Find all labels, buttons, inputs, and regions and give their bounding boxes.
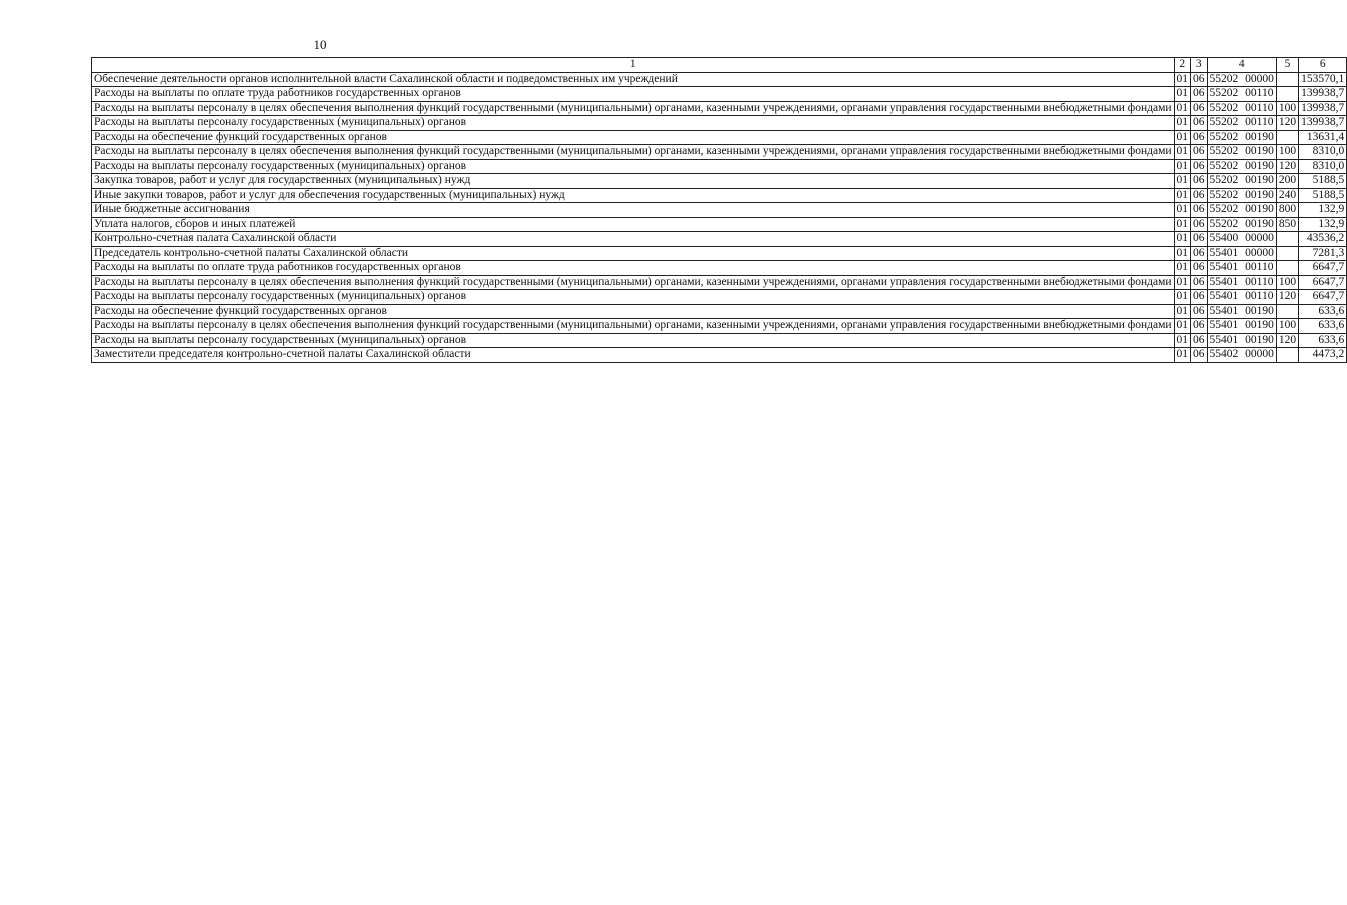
subsection-code-cell: 06 — [1191, 319, 1208, 334]
expense-type-cell: 850 — [1276, 217, 1298, 232]
section-code-cell: 01 — [1174, 348, 1191, 363]
amount-cell: 5188,5 — [1299, 174, 1347, 189]
row-name-cell: Расходы на выплаты персоналу в целях обеспечения выполнения функций государственными (муниципальными) органами, казенными учреждениями, органами управления государственными внебюджетными фондами — [92, 101, 1175, 116]
row-name-cell: Контрольно-счетная палата Сахалинской области — [92, 232, 1175, 247]
section-code-cell: 01 — [1174, 232, 1191, 247]
subsection-code-cell: 06 — [1191, 304, 1208, 319]
row-name-cell: Расходы на выплаты персоналу в целях обеспечения выполнения функций государственными (муниципальными) органами, казенными учреждениями, органами управления государственными внебюджетными фондами — [92, 319, 1175, 334]
table-row — [92, 232, 1347, 247]
subsection-code-cell: 06 — [1191, 130, 1208, 145]
target-article-cell: 55401 00110 — [1207, 261, 1276, 276]
row-name-cell: Закупка товаров, работ и услуг для государственных (муниципальных) нужд — [92, 174, 1175, 189]
table-row — [92, 333, 1347, 348]
subsection-code-cell: 06 — [1191, 188, 1208, 203]
section-code-cell: 01 — [1174, 333, 1191, 348]
subsection-code-cell: 06 — [1191, 101, 1208, 116]
table-body — [92, 72, 1347, 362]
row-name-cell: Расходы на выплаты персоналу государственных (муниципальных) органов — [92, 333, 1175, 348]
table-row — [92, 87, 1347, 102]
amount-cell: 7281,3 — [1299, 246, 1347, 261]
section-code-cell: 01 — [1174, 130, 1191, 145]
subsection-code-cell: 06 — [1191, 348, 1208, 363]
row-name-cell: Расходы на выплаты персоналу государственных (муниципальных) органов — [92, 290, 1175, 305]
section-code-cell: 01 — [1174, 217, 1191, 232]
amount-cell: 6647,7 — [1299, 261, 1347, 276]
expense-type-cell: 200 — [1276, 174, 1298, 189]
column-header-1: 1 — [92, 58, 1175, 73]
table-row — [92, 188, 1347, 203]
section-code-cell: 01 — [1174, 145, 1191, 160]
amount-cell: 8310,0 — [1299, 145, 1347, 160]
expense-type-cell: 100 — [1276, 145, 1298, 160]
expense-type-cell — [1276, 232, 1298, 247]
expense-type-cell: 100 — [1276, 319, 1298, 334]
target-article-cell: 55202 00110 — [1207, 116, 1276, 131]
target-article-cell: 55202 00110 — [1207, 101, 1276, 116]
target-article-cell: 55202 00190 — [1207, 203, 1276, 218]
target-article-cell: 55401 00190 — [1207, 304, 1276, 319]
target-article-cell: 55401 00190 — [1207, 333, 1276, 348]
expense-type-cell: 100 — [1276, 275, 1298, 290]
section-code-cell: 01 — [1174, 188, 1191, 203]
row-name-cell: Расходы на выплаты персоналу в целях обеспечения выполнения функций государственными (муниципальными) органами, казенными учреждениями, органами управления государственными внебюджетными фондами — [92, 275, 1175, 290]
amount-cell: 43536,2 — [1299, 232, 1347, 247]
expense-type-cell — [1276, 304, 1298, 319]
expense-type-cell: 800 — [1276, 203, 1298, 218]
target-article-cell: 55401 00190 — [1207, 319, 1276, 334]
subsection-code-cell: 06 — [1191, 290, 1208, 305]
section-code-cell: 01 — [1174, 174, 1191, 189]
row-name-cell: Расходы на выплаты по оплате труда работников государственных органов — [92, 87, 1175, 102]
amount-cell: 5188,5 — [1299, 188, 1347, 203]
expense-type-cell: 120 — [1276, 290, 1298, 305]
section-code-cell: 01 — [1174, 290, 1191, 305]
table-row — [92, 217, 1347, 232]
amount-cell: 633,6 — [1299, 319, 1347, 334]
expense-type-cell: 120 — [1276, 159, 1298, 174]
subsection-code-cell: 06 — [1191, 261, 1208, 276]
target-article-cell: 55400 00000 — [1207, 232, 1276, 247]
subsection-code-cell: 06 — [1191, 174, 1208, 189]
expense-type-cell — [1276, 72, 1298, 87]
amount-cell: 4473,2 — [1299, 348, 1347, 363]
table-row — [92, 116, 1347, 131]
budget-table — [91, 57, 1347, 363]
row-name-cell: Председатель контрольно-счетной палаты Сахалинской области — [92, 246, 1175, 261]
section-code-cell: 01 — [1174, 246, 1191, 261]
table-row — [92, 159, 1347, 174]
expense-type-cell — [1276, 348, 1298, 363]
table-row — [92, 130, 1347, 145]
table-row — [92, 72, 1347, 87]
target-article-cell: 55202 00000 — [1207, 72, 1276, 87]
amount-cell: 132,9 — [1299, 203, 1347, 218]
target-article-cell: 55202 00190 — [1207, 188, 1276, 203]
header-row — [92, 58, 1347, 73]
table-row — [92, 319, 1347, 334]
section-code-cell: 01 — [1174, 261, 1191, 276]
column-header-3: 3 — [1191, 58, 1208, 73]
target-article-cell: 55202 00190 — [1207, 159, 1276, 174]
column-header-2: 2 — [1174, 58, 1191, 73]
row-name-cell: Уплата налогов, сборов и иных платежей — [92, 217, 1175, 232]
table-row — [92, 145, 1347, 160]
expense-type-cell — [1276, 87, 1298, 102]
expense-type-cell — [1276, 261, 1298, 276]
section-code-cell: 01 — [1174, 101, 1191, 116]
amount-cell: 6647,7 — [1299, 290, 1347, 305]
subsection-code-cell: 06 — [1191, 333, 1208, 348]
amount-cell: 139938,7 — [1299, 87, 1347, 102]
target-article-cell: 55202 00190 — [1207, 174, 1276, 189]
expense-type-cell: 120 — [1276, 333, 1298, 348]
subsection-code-cell: 06 — [1191, 203, 1208, 218]
subsection-code-cell: 06 — [1191, 116, 1208, 131]
table-row — [92, 203, 1347, 218]
row-name-cell: Иные закупки товаров, работ и услуг для обеспечения государственных (муниципальных) нужд — [92, 188, 1175, 203]
amount-cell: 633,6 — [1299, 304, 1347, 319]
section-code-cell: 01 — [1174, 159, 1191, 174]
amount-cell: 132,9 — [1299, 217, 1347, 232]
section-code-cell: 01 — [1174, 116, 1191, 131]
amount-cell: 13631,4 — [1299, 130, 1347, 145]
target-article-cell: 55202 00110 — [1207, 87, 1276, 102]
subsection-code-cell: 06 — [1191, 87, 1208, 102]
subsection-code-cell: 06 — [1191, 246, 1208, 261]
table-row — [92, 304, 1347, 319]
amount-cell: 139938,7 — [1299, 116, 1347, 131]
section-code-cell: 01 — [1174, 275, 1191, 290]
subsection-code-cell: 06 — [1191, 72, 1208, 87]
column-header-6: 6 — [1299, 58, 1347, 73]
section-code-cell: 01 — [1174, 203, 1191, 218]
subsection-code-cell: 06 — [1191, 217, 1208, 232]
expense-type-cell: 120 — [1276, 116, 1298, 131]
target-article-cell: 55202 00190 — [1207, 145, 1276, 160]
row-name-cell: Расходы на выплаты персоналу в целях обеспечения выполнения функций государственными (муниципальными) органами, казенными учреждениями, органами управления государственными внебюджетными фондами — [92, 145, 1175, 160]
row-name-cell: Расходы на обеспечение функций государственных органов — [92, 304, 1175, 319]
expense-type-cell: 240 — [1276, 188, 1298, 203]
row-name-cell: Расходы на обеспечение функций государственных органов — [92, 130, 1175, 145]
subsection-code-cell: 06 — [1191, 232, 1208, 247]
expense-type-cell: 100 — [1276, 101, 1298, 116]
expense-type-cell — [1276, 246, 1298, 261]
section-code-cell: 01 — [1174, 72, 1191, 87]
table-row — [92, 174, 1347, 189]
page-number: 10 — [313, 37, 327, 52]
amount-cell: 8310,0 — [1299, 159, 1347, 174]
row-name-cell: Обеспечение деятельности органов исполнительной власти Сахалинской области и подведомственных им учреждений — [92, 72, 1175, 87]
target-article-cell: 55401 00000 — [1207, 246, 1276, 261]
table-row — [92, 348, 1347, 363]
subsection-code-cell: 06 — [1191, 275, 1208, 290]
subsection-code-cell: 06 — [1191, 159, 1208, 174]
target-article-cell: 55202 00190 — [1207, 130, 1276, 145]
subsection-code-cell: 06 — [1191, 145, 1208, 160]
table-row — [92, 261, 1347, 276]
amount-cell: 153570,1 — [1299, 72, 1347, 87]
table-row — [92, 275, 1347, 290]
target-article-cell: 55202 00190 — [1207, 217, 1276, 232]
section-code-cell: 01 — [1174, 87, 1191, 102]
section-code-cell: 01 — [1174, 319, 1191, 334]
row-name-cell: Иные бюджетные ассигнования — [92, 203, 1175, 218]
row-name-cell: Расходы на выплаты персоналу государственных (муниципальных) органов — [92, 116, 1175, 131]
target-article-cell: 55402 00000 — [1207, 348, 1276, 363]
table-row — [92, 290, 1347, 305]
amount-cell: 139938,7 — [1299, 101, 1347, 116]
target-article-cell: 55401 00110 — [1207, 290, 1276, 305]
column-header-5: 5 — [1276, 58, 1298, 73]
amount-cell: 633,6 — [1299, 333, 1347, 348]
row-name-cell: Заместители председателя контрольно-счетной палаты Сахалинской области — [92, 348, 1175, 363]
expense-type-cell — [1276, 130, 1298, 145]
section-code-cell: 01 — [1174, 304, 1191, 319]
table-row — [92, 246, 1347, 261]
target-article-cell: 55401 00110 — [1207, 275, 1276, 290]
amount-cell: 6647,7 — [1299, 275, 1347, 290]
table-row — [92, 101, 1347, 116]
row-name-cell: Расходы на выплаты персоналу государственных (муниципальных) органов — [92, 159, 1175, 174]
column-header-4: 4 — [1207, 58, 1276, 73]
row-name-cell: Расходы на выплаты по оплате труда работников государственных органов — [92, 261, 1175, 276]
